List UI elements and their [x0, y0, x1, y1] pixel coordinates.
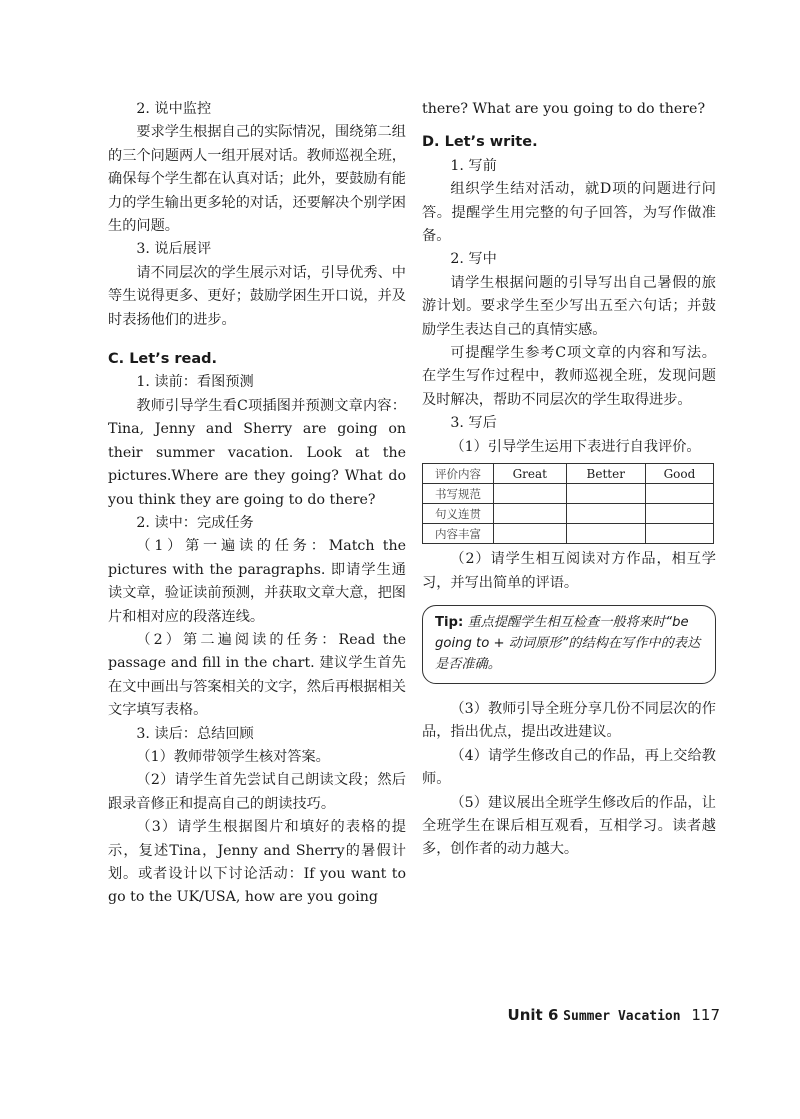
c2-paragraph-1: （1）第一遍读的任务：Match the pictures with the paragraphs. 即请学生通读文章，验证读前预测，并获取文章大意，把图片和相对应的段落连线。 — [108, 538, 406, 625]
c2-title: 2. 读中：完成任务 — [136, 514, 254, 531]
table-cell — [566, 524, 645, 544]
row-label: 书写规范 — [423, 484, 494, 504]
table-header: Good — [645, 464, 713, 484]
continued-text: there? What are you going to do there? — [422, 101, 706, 117]
c1-title: 1. 读前：看图预测 — [136, 374, 254, 391]
d2-body-2: 可提醒学生参考C项文章的内容和写法。在学生写作过程中，教师巡视全班，发现问题及时解决，帮助不同层次的学生取得进步。 — [422, 345, 716, 408]
table-header: 评价内容 — [423, 464, 494, 484]
c3-paragraph-3: （3）请学生根据图片和填好的表格的提示，复述Tina，Jenny and Sherry的暑假计划。或者设计以下讨论活动：If you want to go to the UK/USA, how are you going — [108, 819, 406, 906]
page-number: 117 — [691, 1006, 720, 1024]
section-d-heading: D. Let’s write. — [422, 134, 538, 151]
table-header: Great — [494, 464, 567, 484]
d3-paragraph-4: （4）请学生修改自己的作品，再上交给教师。 — [422, 747, 716, 788]
table-cell — [566, 504, 645, 524]
section-2-body: 要求学生根据自己的实际情况，围绕第二组的三个问题两人一组开展对话。教师巡视全班，确保每个学生都在认真对话；此外，要鼓励有能力的学生输出更多轮的对话，还要解决个别学困生的问题。 — [108, 124, 406, 235]
section-c-heading: C. Let’s read. — [108, 351, 218, 368]
d2-title: 2. 写中 — [450, 251, 497, 268]
c2-paragraph-2: （2）第二遍阅读的任务：Read the passage and fill in the chart. 建议学生首先在文中画出与答案相关的文字，然后再根据相关文字填写表格。 — [108, 631, 406, 719]
d3-paragraph-1: （1）引导学生运用下表进行自我评价。 — [450, 438, 701, 455]
d3-title: 3. 写后 — [450, 415, 497, 432]
footer-unit: Unit 6 — [507, 1006, 559, 1024]
d3-paragraph-3: （3）教师引导全班分享几份不同层次的作品，指出优点，提出改进建议。 — [422, 700, 716, 741]
left-column — [108, 98, 406, 910]
table-cell — [645, 504, 713, 524]
tip-box — [422, 605, 716, 684]
section-2-title: 2. 说中监控 — [136, 101, 212, 117]
table-row — [423, 524, 714, 544]
row-label: 内容丰富 — [423, 524, 494, 544]
c3-title: 3. 读后：总结回顾 — [136, 725, 254, 742]
tip-text: 重点提醒学生相互检查一般将来时“be going to + 动词原形”的结构在写作中的表达是否准确。 — [435, 614, 701, 672]
section-3-title: 3. 说后展评 — [136, 241, 212, 258]
c3-paragraph-1: （1）教师带领学生核对答案。 — [136, 748, 330, 765]
footer-title: Summer Vacation — [563, 1009, 681, 1024]
d3-paragraph-5: （5）建议展出全班学生修改后的作品，让全班学生在课后相互观看，互相学习。读者越多，创作者的动力越大。 — [422, 794, 716, 858]
table-header-row — [423, 464, 714, 484]
table-cell — [645, 524, 713, 544]
table-row — [423, 504, 714, 524]
tip-label: Tip: — [435, 614, 464, 630]
d1-title: 1. 写前 — [450, 157, 497, 174]
c1-body: 教师引导学生看C项插图并预测文章内容：Tina, Jenny and Sherry are going on their summer vacation. Look at the pictures.Where are they going? What do you think they are going to do there? — [108, 397, 406, 508]
d1-body: 组织学生结对活动，就D项的问题进行问答。提醒学生用完整的句子回答，为写作做准备。 — [422, 181, 716, 245]
table-cell — [645, 484, 713, 504]
right-column — [422, 98, 716, 862]
section-3-body: 请不同层次的学生展示对话，引导优秀、中等生说得更多、更好；鼓励学困生开口说，并及时表扬他们的进步。 — [108, 264, 406, 328]
table-header: Better — [566, 464, 645, 484]
table-cell — [494, 524, 567, 544]
table-cell — [494, 484, 567, 504]
d3-paragraph-2: （2）请学生相互阅读对方作品，相互学习，并写出简单的评语。 — [422, 551, 716, 591]
self-evaluation-table — [422, 463, 714, 544]
row-label: 句义连贯 — [423, 504, 494, 524]
table-cell — [566, 484, 645, 504]
page-footer — [500, 1006, 720, 1024]
table-row — [423, 484, 714, 504]
c3-paragraph-2: （2）请学生首先尝试自己朗读文段；然后跟录音修正和提高自己的朗读技巧。 — [108, 772, 406, 812]
table-cell — [494, 504, 567, 524]
d2-body-1: 请学生根据问题的引导写出自己暑假的旅游计划。要求学生至少写出五至六句话；并鼓励学生表达自己的真情实感。 — [422, 274, 716, 338]
